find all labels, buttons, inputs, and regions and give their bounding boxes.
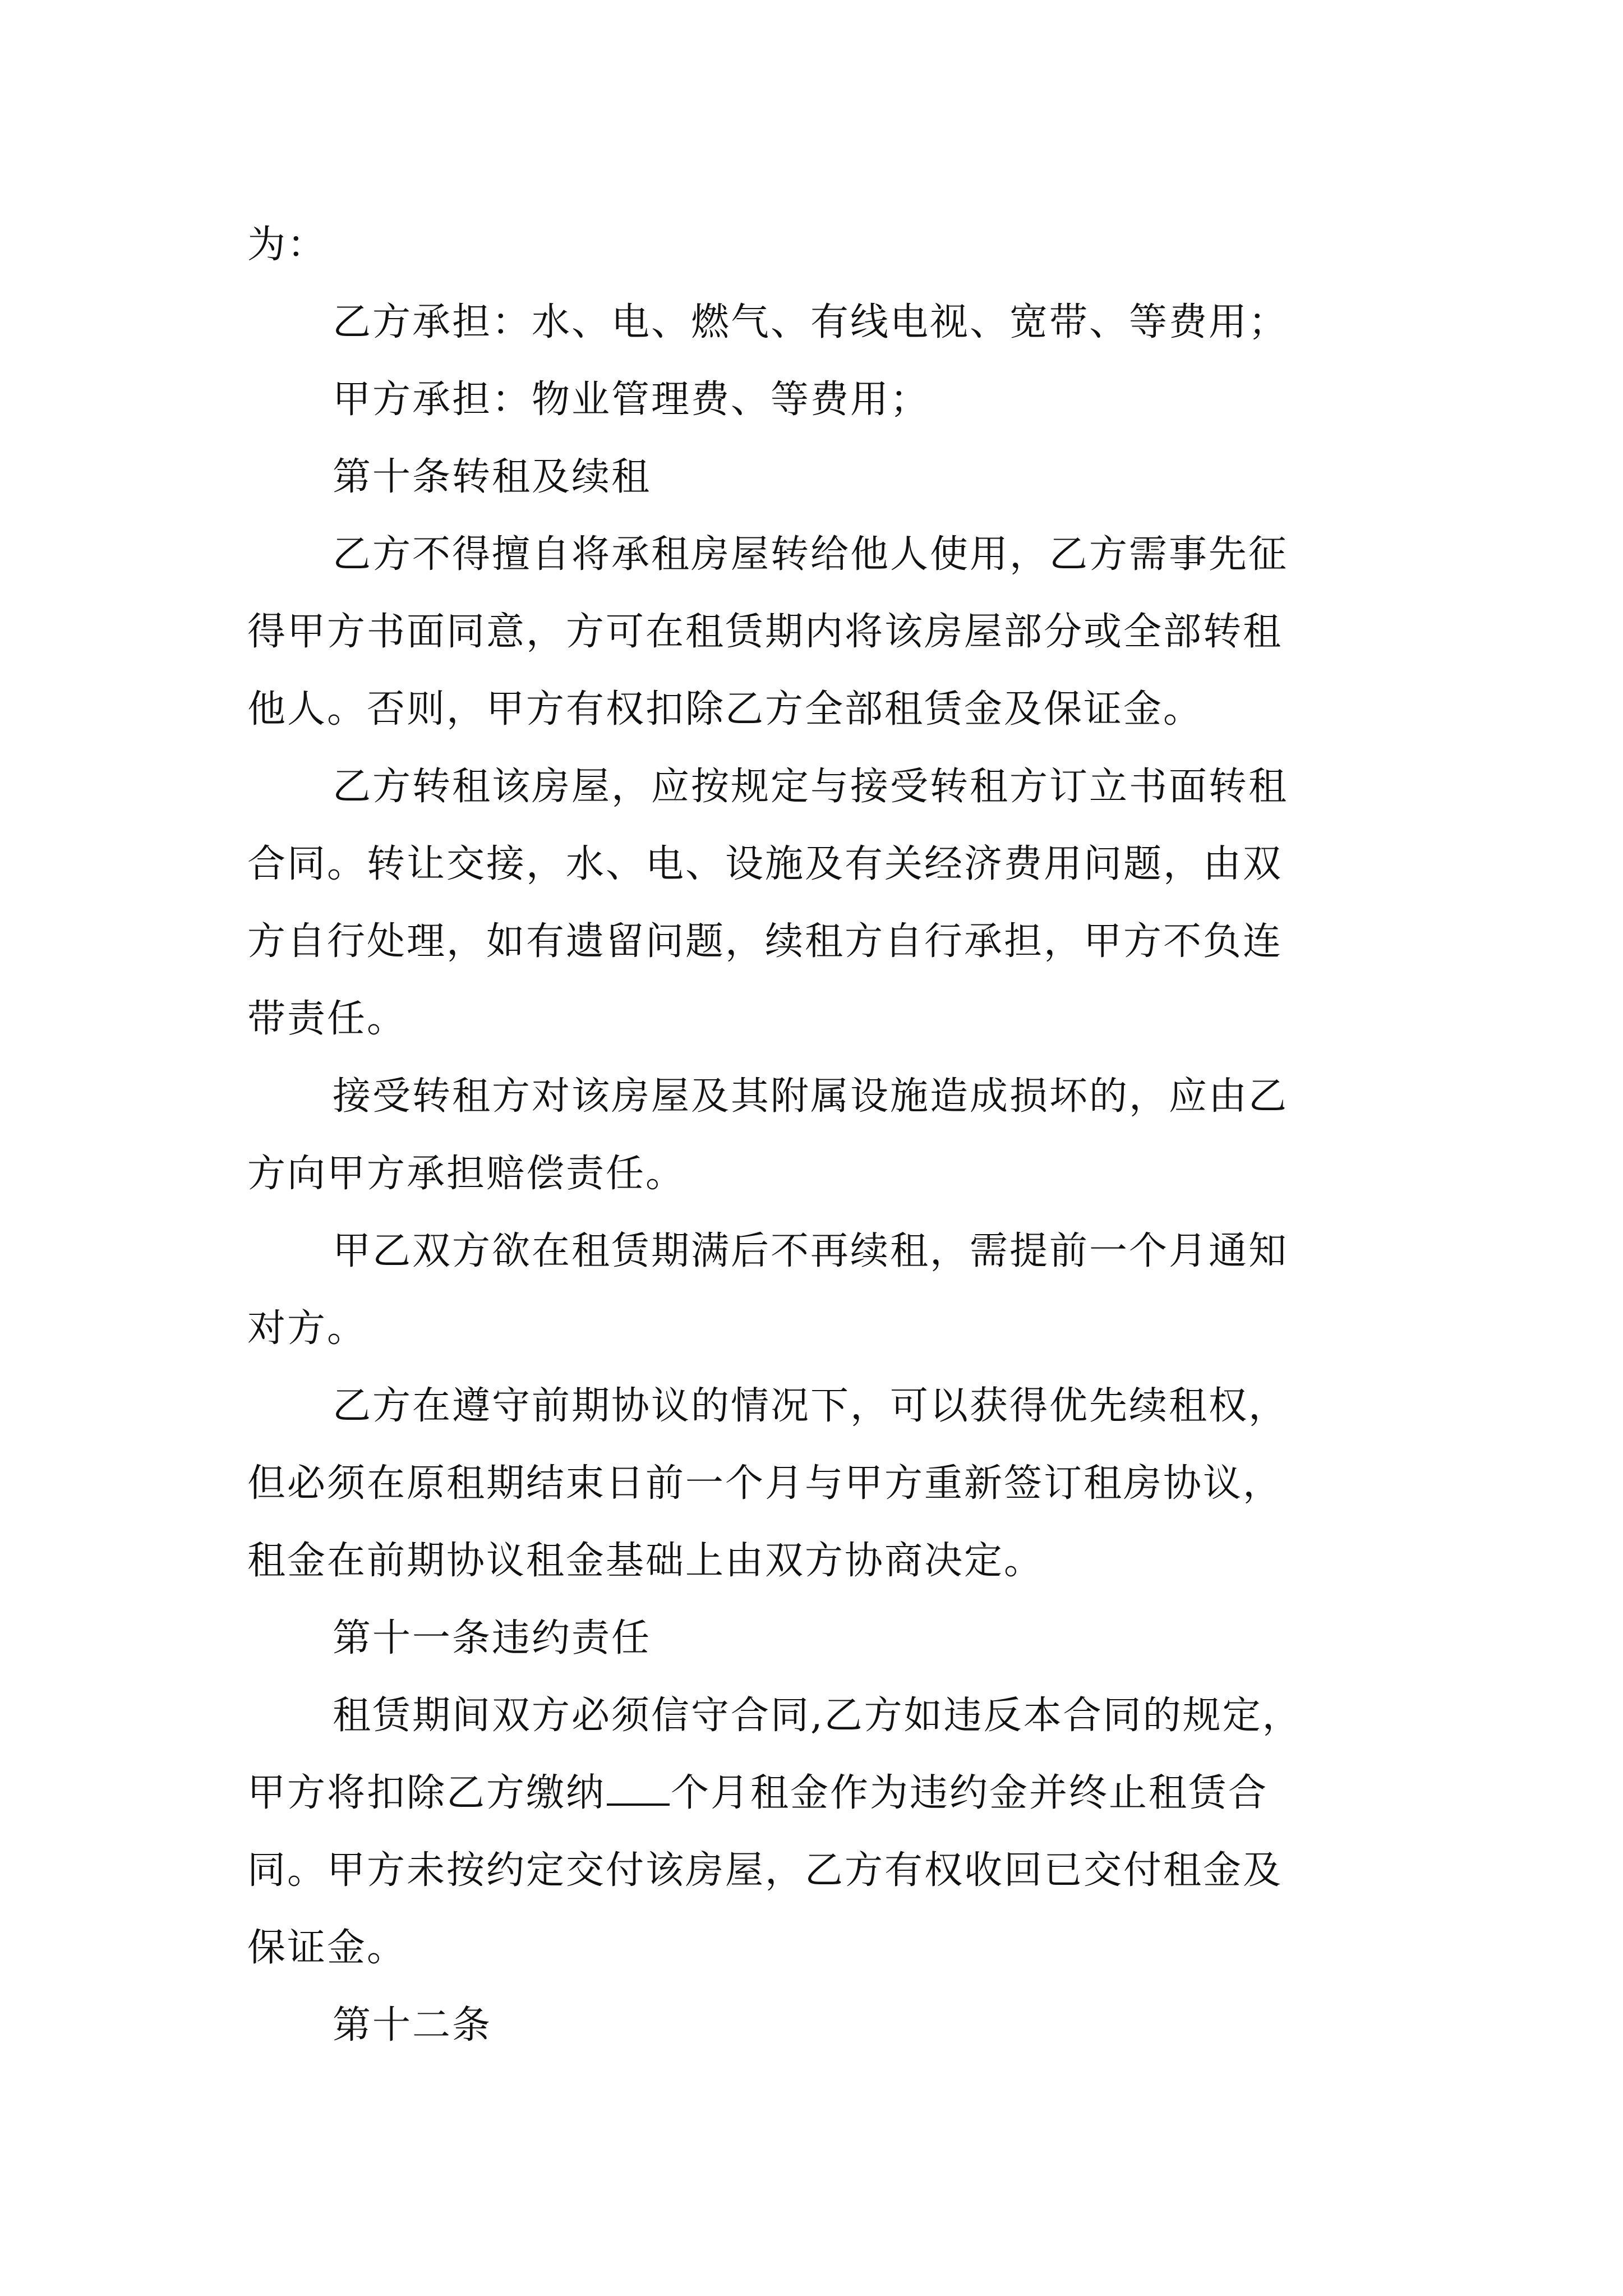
text-line: 租赁期间双方必须信守合同,乙方如违反本合同的规定， <box>333 1694 1302 1738</box>
text-line: 租金在前期协议租金基础上由双方协商决定。 <box>247 1539 1044 1583</box>
text-fragment: 个月租金作为违约金并终止租赁合 <box>671 1771 1269 1815</box>
text-line: 乙方承担：水、电、燃气、有线电视、宽带、等费用； <box>333 300 1289 344</box>
text-line <box>247 1755 1403 1832</box>
text-line: 他人。否则，甲方有权扣除乙方全部租赁金及保证金。 <box>247 687 1204 731</box>
text-line: 乙方不得擅自将承租房屋转给他人使用，乙方需事先征 <box>333 532 1289 577</box>
text-line: 甲乙双方欲在租赁期满后不再续租，需提前一个月通知 <box>333 1229 1289 1273</box>
section-heading-11: 第十一条违约责任 <box>333 1616 652 1660</box>
text-line: 但必须在原租期结束日前一个月与甲方重新签订租房协议， <box>247 1461 1283 1506</box>
text-line: 同。甲方未按约定交付该房屋，乙方有权收回已交付租金及 <box>247 1848 1283 1893</box>
text-line: 带责任。 <box>247 997 407 1041</box>
text-fragment: 甲方将扣除乙方缴纳 <box>247 1771 606 1815</box>
text-line: 方向甲方承担赔偿责任。 <box>247 1152 686 1196</box>
text-line: 接受转租方对该房屋及其附属设施造成损坏的，应由乙 <box>333 1074 1289 1119</box>
text-line: 乙方在遵守前期协议的情况下，可以获得优先续租权， <box>333 1384 1289 1428</box>
text-line: 为： <box>247 223 328 267</box>
section-heading-10: 第十条转租及续租 <box>333 455 652 499</box>
text-line: 保证金。 <box>247 1926 407 1970</box>
fill-in-blank <box>607 1770 670 1806</box>
text-line: 得甲方书面同意，方可在租赁期内将该房屋部分或全部转租 <box>247 610 1283 654</box>
document-body <box>247 206 1403 2064</box>
text-line: 方自行处理，如有遗留问题，续租方自行承担，甲方不负连 <box>247 919 1283 964</box>
text-line: 对方。 <box>247 1306 367 1351</box>
text-line: 合同。转让交接，水、电、设施及有关经济费用问题，由双 <box>247 842 1283 886</box>
text-line: 乙方转租该房屋，应按规定与接受转租方订立书面转租 <box>333 765 1289 809</box>
section-heading-12: 第十二条 <box>333 2003 492 2047</box>
text-line: 甲方承担：物业管理费、等费用； <box>333 378 930 422</box>
